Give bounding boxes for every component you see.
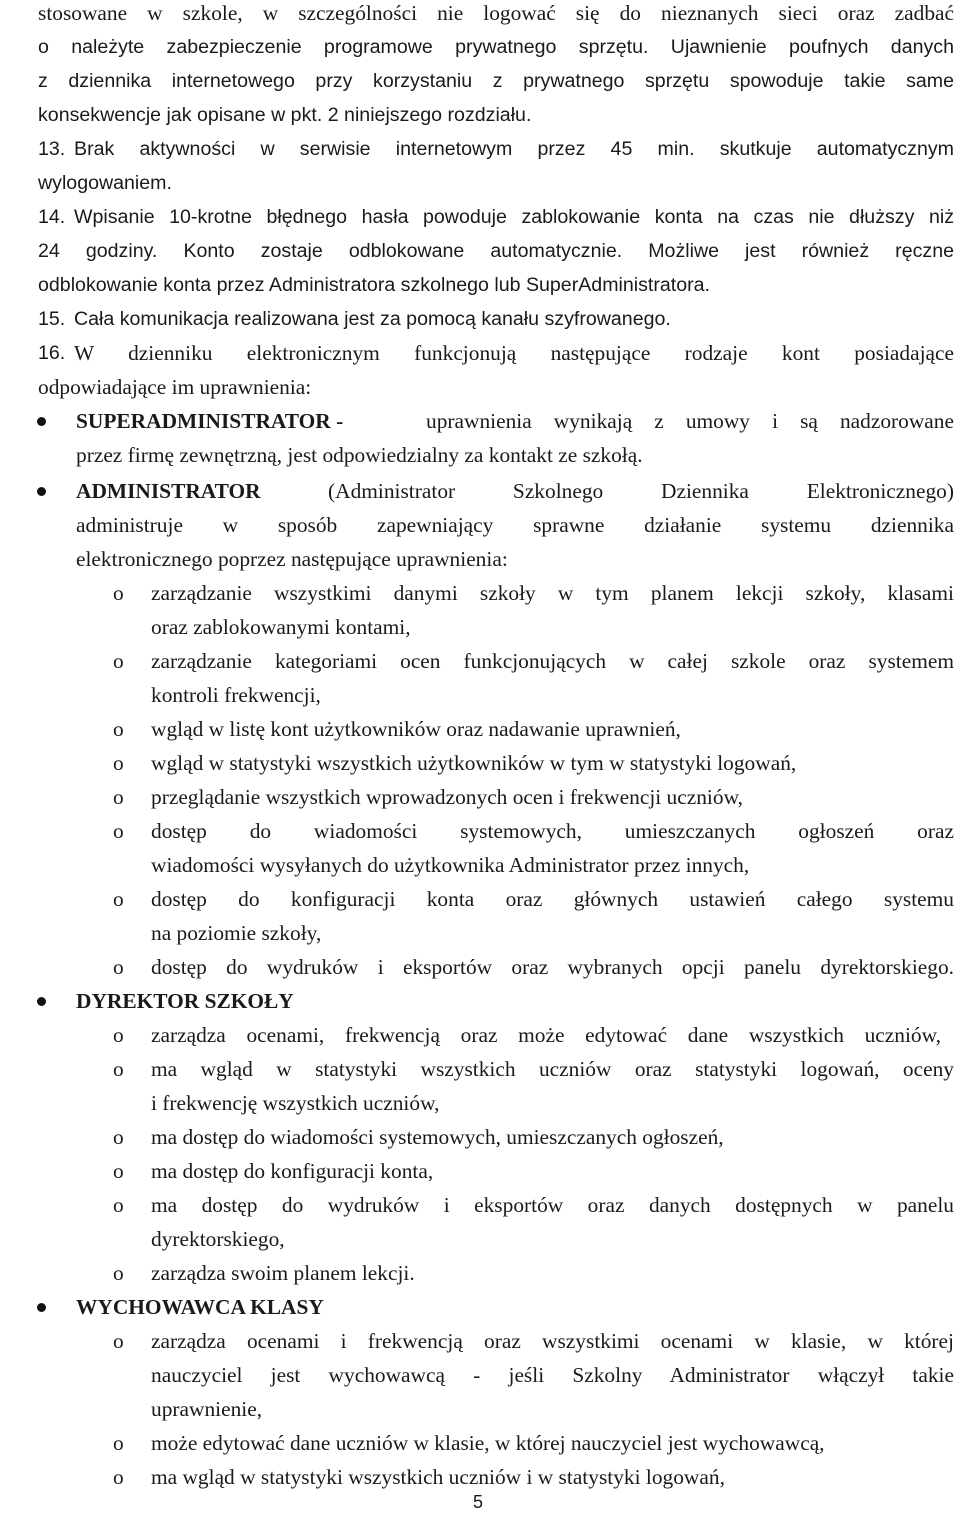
sub-bullet-icon: o (113, 581, 124, 605)
role-title-tutor (76, 1294, 324, 1320)
role-title-director (76, 988, 294, 1014)
item-number: 13. (38, 138, 66, 160)
sub-item: dyrektorskiego, (151, 1227, 285, 1251)
sub-item: wiadomości wysyłanych do użytkownika Administrator przez innych, (151, 853, 750, 877)
sub-bullet-icon: o (113, 1193, 124, 1217)
sub-bullet-icon: o (113, 1465, 124, 1489)
role-title-admin (76, 478, 261, 504)
sub-item: oraz zablokowanymi kontami, (151, 615, 411, 639)
sub-bullet-icon: o (113, 649, 124, 673)
sub-item: nauczyciel jest wychowawcą - jeśli Szkolny Administrator włączył takie (151, 1363, 954, 1387)
item-number: 14. (38, 206, 66, 228)
paragraph-line: stosowane w szkole, w szczególności nie logować się do nieznanych sieci oraz zadbać (38, 1, 954, 25)
bullet-icon (37, 487, 46, 496)
sub-item: może edytować dane uczniów w klasie, w której nauczyciel jest wychowawcą, (151, 1431, 825, 1455)
sub-item: dostęp do konfiguracji konta oraz głównych ustawień całego systemu (151, 887, 954, 911)
paragraph-line: o należyte zabezpieczenie programowe prywatnego sprzętu. Ujawnienie poufnych danych (38, 36, 954, 58)
sub-item: na poziomie szkoły, (151, 921, 322, 945)
sub-item: ma wgląd w statystyki wszystkich uczniów i w statystyki logowań, (151, 1465, 725, 1489)
sub-bullet-icon: o (113, 1431, 124, 1455)
sub-item: ma dostęp do konfiguracji konta, (151, 1159, 434, 1183)
sub-bullet-icon: o (113, 785, 124, 809)
item-number: 16. (38, 342, 66, 364)
paragraph-line: z dziennika internetowego przy korzystaniu z prywatnego sprzętu spowoduje takie same (38, 70, 954, 92)
sub-item: zarządza ocenami, frekwencją oraz może edytować dane wszystkich uczniów, (151, 1023, 941, 1047)
sub-bullet-icon: o (113, 955, 124, 979)
role-text: elektronicznego poprzez następujące uprawnienia: (76, 547, 508, 571)
sub-item: ma wgląd w statystyki wszystkich uczniów oraz statystyki logowań, oceny (151, 1057, 954, 1081)
sub-bullet-icon: o (113, 1125, 124, 1149)
sub-item: kontroli frekwencji, (151, 683, 321, 707)
sub-bullet-icon: o (113, 1261, 124, 1285)
sub-bullet-icon: o (113, 1023, 124, 1047)
role-text: (Administrator Szkolnego Dziennika Elektronicznego) (328, 479, 954, 503)
sub-bullet-icon: o (113, 1057, 124, 1081)
bullet-icon (37, 1303, 46, 1312)
sub-item: uprawnienie, (151, 1397, 263, 1421)
sub-item: dostęp do wiadomości systemowych, umieszczanych ogłoszeń oraz (151, 819, 954, 843)
sub-item: przeglądanie wszystkich wprowadzonych ocen i frekwencji uczniów, (151, 785, 743, 809)
page-number: 5 (473, 1492, 484, 1512)
sub-bullet-icon: o (113, 887, 124, 911)
item-text: W dzienniku elektronicznym funkcjonują następujące rodzaje kont posiadające (74, 341, 954, 365)
sub-item: ma dostęp do wiadomości systemowych, umieszczanych ogłoszeń, (151, 1125, 724, 1149)
item-text: odblokowanie konta przez Administratora szkolnego lub SuperAdministratora. (38, 274, 710, 296)
sub-item: zarządzanie wszystkimi danymi szkoły w tym planem lekcji szkoły, klasami (151, 581, 954, 605)
sub-item: i frekwencję wszystkich uczniów, (151, 1091, 440, 1115)
paragraph-line: konsekwencje jak opisane w pkt. 2 niniejszego rozdziału. (38, 104, 532, 126)
bullet-icon (37, 997, 46, 1006)
sub-item: zarządza ocenami i frekwencją oraz wszystkimi ocenami w klasie, w której (151, 1329, 954, 1353)
sub-bullet-icon: o (113, 1329, 124, 1353)
role-title: WYCHOWAWCA KLASY (76, 1295, 324, 1319)
sub-bullet-icon: o (113, 717, 124, 741)
role-title: SUPERADMINISTRATOR - (76, 409, 344, 433)
item-text: Wpisanie 10-krotne błędnego hasła powoduje zablokowanie konta na czas nie dłuższy niż (74, 206, 954, 228)
item-number: 15. (38, 308, 66, 330)
sub-item: dostęp do wydruków i eksportów oraz wybranych opcji panelu dyrektorskiego. (151, 955, 954, 979)
role-title: ADMINISTRATOR (76, 479, 261, 503)
role-text: administruje w sposób zapewniający sprawne działanie systemu dziennika (76, 513, 954, 537)
item-text: wylogowaniem. (38, 172, 172, 194)
sub-bullet-icon: o (113, 751, 124, 775)
role-title: DYREKTOR SZKOŁY (76, 989, 294, 1013)
item-text: odpowiadające im uprawnienia: (38, 375, 312, 399)
role-title-superadmin (76, 408, 343, 434)
sub-item: wgląd w listę kont użytkowników oraz nadawanie uprawnień, (151, 717, 681, 741)
sub-bullet-icon: o (113, 1159, 124, 1183)
sub-item: zarządza swoim planem lekcji. (151, 1261, 415, 1285)
sub-item: zarządzanie kategoriami ocen funkcjonujących w całej szkole oraz systemem (151, 649, 954, 673)
item-text: Brak aktywności w serwisie internetowym przez 45 min. skutkuje automatycznym (74, 138, 954, 160)
sub-item: ma dostęp do wydruków i eksportów oraz danych dostępnych w panelu (151, 1193, 954, 1217)
sub-bullet-icon: o (113, 819, 124, 843)
role-text: przez firmę zewnętrzną, jest odpowiedzialny za kontakt ze szkołą. (76, 443, 643, 467)
bullet-icon (37, 417, 46, 426)
item-text: 24 godziny. Konto zostaje odblokowane automatycznie. Możliwe jest również ręczne (38, 240, 954, 262)
item-text: Cała komunikacja realizowana jest za pomocą kanału szyfrowanego. (74, 308, 671, 330)
sub-item: wgląd w statystyki wszystkich użytkowników w tym w statystyki logowań, (151, 751, 797, 775)
role-text: uprawnienia wynikają z umowy i są nadzorowane (426, 409, 954, 433)
